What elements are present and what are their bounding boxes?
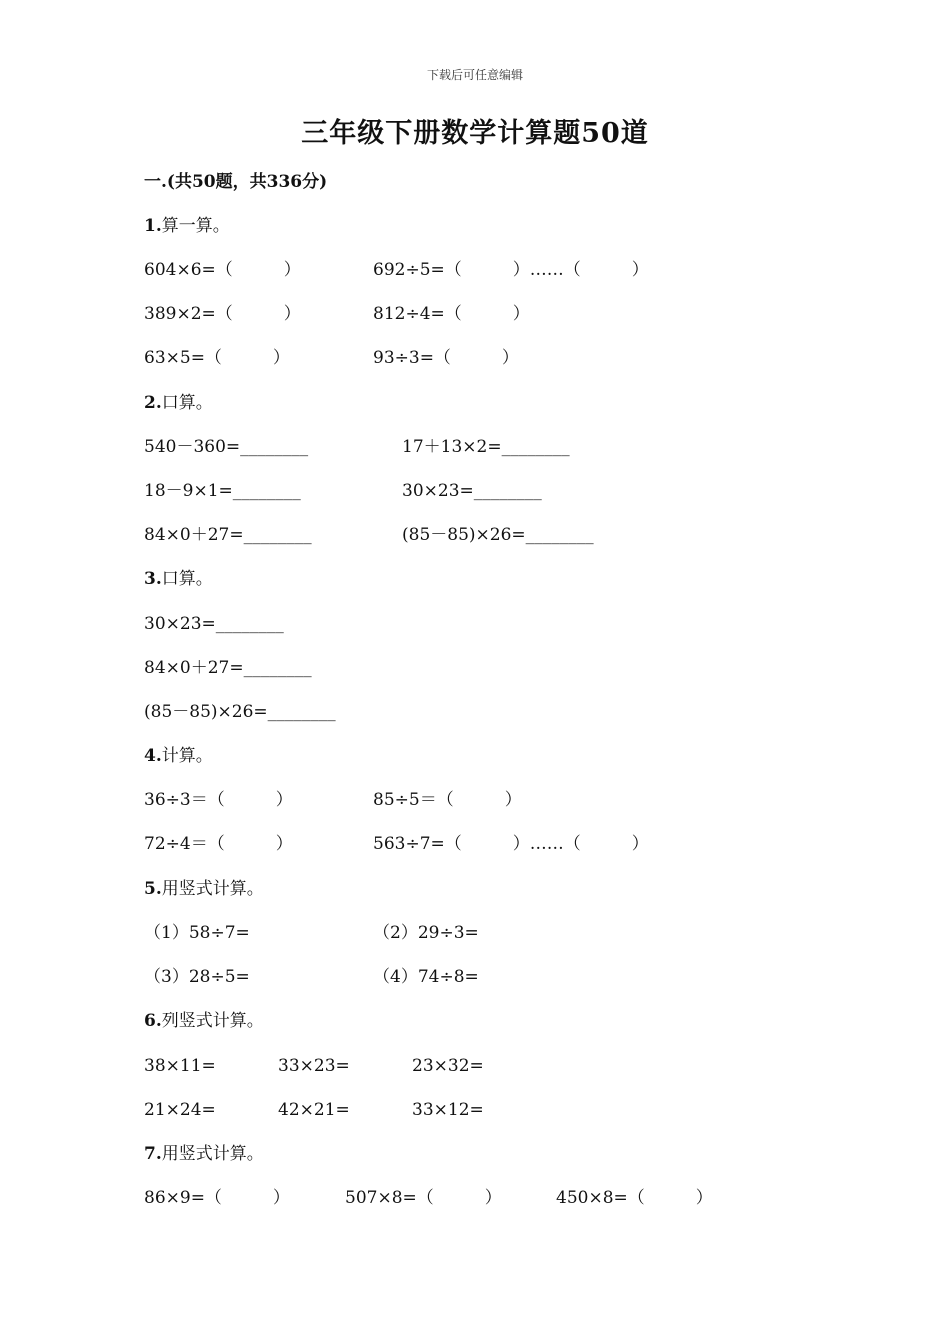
problem-item: 540－360=________	[144, 437, 309, 457]
problem-item: 389×2=（ ）	[144, 304, 301, 324]
question-text: 算一算。	[161, 216, 230, 236]
problem-item: 33×23=	[278, 1056, 350, 1076]
header-note: 下载后可任意编辑	[426, 68, 523, 82]
problem-item: （3）28÷5=	[144, 967, 250, 987]
question-number: 7.	[144, 1144, 162, 1164]
problem-item: 17＋13×2=________	[402, 437, 570, 457]
question-text: 口算。	[161, 569, 213, 589]
problem-item: 812÷4=（ ）	[373, 304, 530, 324]
question-text: 计算。	[161, 746, 213, 766]
question-number: 3.	[144, 569, 162, 589]
question-text: 列竖式计算。	[161, 1011, 264, 1031]
problem-item: （2）29÷3=	[373, 923, 479, 943]
question-title	[144, 748, 213, 765]
question-title	[144, 218, 230, 235]
problem-item: (85－85)×26=________	[402, 525, 594, 545]
question-number: 6.	[144, 1011, 162, 1031]
problem-item: 30×23=________	[144, 614, 284, 634]
problem-item: 85÷5＝（ ）	[373, 790, 522, 810]
problem-item: 36÷3＝（ ）	[144, 790, 293, 810]
problem-item: 23×32=	[412, 1056, 484, 1076]
problem-item: 86×9=（ ）	[144, 1188, 290, 1208]
problem-item: 450×8=（ ）	[556, 1188, 713, 1208]
page-title: 三年级下册数学计算题50道	[301, 118, 649, 149]
question-number: 4.	[144, 746, 162, 766]
problem-item: 84×0＋27=________	[144, 525, 312, 545]
problem-item: 42×21=	[278, 1100, 350, 1120]
problem-item: 18－9×1=________	[144, 481, 301, 501]
problem-item: 38×11=	[144, 1056, 216, 1076]
question-title	[144, 1146, 264, 1163]
problem-item: 21×24=	[144, 1100, 216, 1120]
question-title	[144, 1013, 264, 1030]
problem-item: 93÷3=（ ）	[373, 348, 519, 368]
question-number: 1.	[144, 216, 162, 236]
question-number: 2.	[144, 393, 162, 413]
problem-item: （1）58÷7=	[144, 923, 250, 943]
question-number: 5.	[144, 879, 162, 899]
question-title	[144, 395, 213, 412]
question-text: 用竖式计算。	[161, 1144, 264, 1164]
problem-item: 72÷4＝（ ）	[144, 834, 293, 854]
question-title	[144, 571, 213, 588]
problem-item: 507×8=（ ）	[345, 1188, 502, 1208]
problem-item: （4）74÷8=	[373, 967, 479, 987]
problem-item: 33×12=	[412, 1100, 484, 1120]
problem-item: (85－85)×26=________	[144, 702, 336, 722]
question-text: 用竖式计算。	[161, 879, 264, 899]
problem-item: 563÷7=（ ）……（ ）	[373, 834, 649, 854]
problem-item: 692÷5=（ ）……（ ）	[373, 260, 649, 280]
question-text: 口算。	[161, 393, 213, 413]
section-heading: 一.(共50题，共336分)	[144, 172, 328, 192]
problem-item: 604×6=（ ）	[144, 260, 301, 280]
question-title	[144, 881, 264, 898]
problem-item: 30×23=________	[402, 481, 542, 501]
problem-item: 63×5=（ ）	[144, 348, 290, 368]
problem-item: 84×0＋27=________	[144, 658, 312, 678]
